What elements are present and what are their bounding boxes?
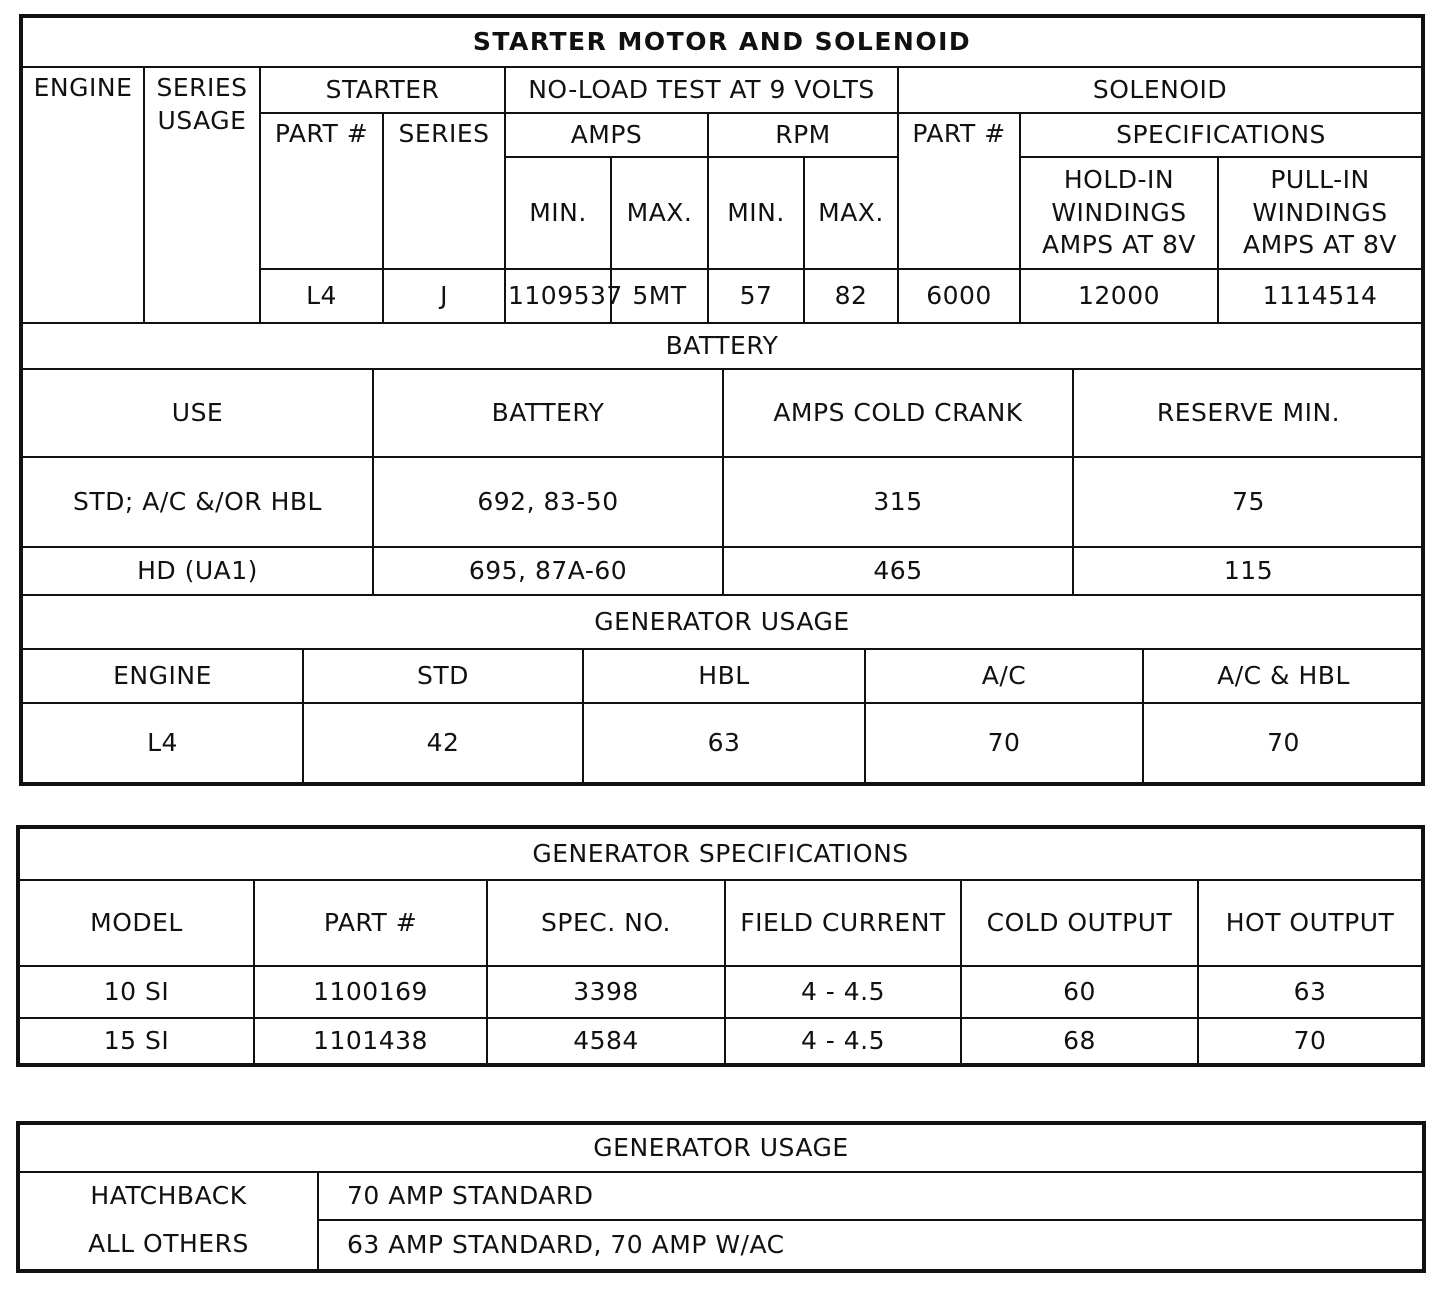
gen-ac-hbl: 70: [1143, 704, 1423, 782]
usage-value-all-others: 63 AMP STANDARD, 70 AMP W/AC: [318, 1220, 1423, 1270]
battery-row-1-cell: [22, 457, 1422, 547]
generator-usage-title: GENERATOR USAGE: [22, 595, 1422, 649]
gen-engine: L4: [23, 704, 303, 782]
header-amps-cold-crank: AMPS COLD CRANK: [723, 370, 1073, 456]
header-starter: STARTER: [260, 67, 505, 113]
table-row: [19, 1220, 1423, 1270]
cell-series-usage: J: [383, 269, 505, 323]
gen-std: 42: [303, 704, 583, 782]
generator-usage-header-table: [23, 650, 1423, 702]
header-rpm: RPM: [708, 113, 898, 157]
spec-field: 4 - 4.5: [725, 966, 961, 1018]
header-solenoid-part: PART #: [898, 113, 1020, 269]
header-starter-part: PART #: [260, 113, 383, 269]
header-starter-series: SERIES: [383, 113, 505, 269]
header-gen-hbl: HBL: [583, 650, 865, 702]
header-gen-ac: A/C: [865, 650, 1143, 702]
battery-row-2-cell: [22, 547, 1422, 595]
spec-hot: 63: [1198, 966, 1422, 1018]
battery-model: 692, 83-50: [373, 458, 723, 546]
header-reserve-min: RESERVE MIN.: [1073, 370, 1423, 456]
header-rpm-max: MAX.: [804, 157, 898, 269]
header-specifications: SPECIFICATIONS: [1020, 113, 1422, 157]
header-model: MODEL: [19, 880, 254, 966]
header-hold-in: HOLD-IN WINDINGS AMPS AT 8V: [1020, 157, 1218, 269]
spec-field: 4 - 4.5: [725, 1018, 961, 1064]
table-row: [23, 548, 1423, 594]
header-amps-min: MIN.: [505, 157, 611, 269]
header-amps: AMPS: [505, 113, 708, 157]
cell-engine: L4: [260, 269, 383, 323]
spec-cold: 60: [961, 966, 1198, 1018]
header-pull-in: PULL-IN WINDINGS AMPS AT 8V: [1218, 157, 1422, 269]
spec-hot: 70: [1198, 1018, 1422, 1064]
battery-section-title: BATTERY: [22, 323, 1422, 369]
battery-reserve: 115: [1073, 548, 1423, 594]
battery-model: 695, 87A-60: [373, 548, 723, 594]
header-hot-output: HOT OUTPUT: [1198, 880, 1422, 966]
header-field-current: FIELD CURRENT: [725, 880, 961, 966]
header-amps-max: MAX.: [611, 157, 708, 269]
generator-usage-2-title: GENERATOR USAGE: [19, 1124, 1423, 1172]
starter-section-title: STARTER MOTOR AND SOLENOID: [22, 17, 1422, 67]
table-row: [19, 1018, 1422, 1064]
header-cold-output: COLD OUTPUT: [961, 880, 1198, 966]
table-row: [23, 458, 1423, 546]
header-spec-no: SPEC. NO.: [487, 880, 725, 966]
usage-value-hatchback: 70 AMP STANDARD: [318, 1172, 1423, 1220]
header-engine: ENGINE: [22, 67, 144, 323]
spec-cold: 68: [961, 1018, 1198, 1064]
battery-header-table: [23, 370, 1423, 456]
starter-battery-generator-table: [21, 16, 1423, 784]
battery-use: STD; A/C &/OR HBL: [23, 458, 373, 546]
generator-usage-row-table: [23, 704, 1423, 782]
table-row: [23, 704, 1423, 782]
cell-solenoid-part: 1114514: [1218, 269, 1422, 323]
battery-amps: 465: [723, 548, 1073, 594]
usage-label-all-others: ALL OTHERS: [19, 1220, 318, 1270]
spec-no: 3398: [487, 966, 725, 1018]
header-battery: BATTERY: [373, 370, 723, 456]
spec-part: 1100169: [254, 966, 487, 1018]
cell-amps-min: 57: [708, 269, 804, 323]
cell-starter-part: 1109537: [505, 269, 611, 323]
cell-starter-series: 5MT: [611, 269, 708, 323]
header-solenoid: SOLENOID: [898, 67, 1422, 113]
battery-reserve: 75: [1073, 458, 1423, 546]
header-spec-part: PART #: [254, 880, 487, 966]
battery-row-1-table: [23, 458, 1423, 546]
spec-model: 15 SI: [19, 1018, 254, 1064]
usage-label-hatchback: HATCHBACK: [19, 1172, 318, 1220]
cell-rpm-max: 12000: [1020, 269, 1218, 323]
battery-table-cell: [22, 369, 1422, 457]
generator-specs-title: GENERATOR SPECIFICATIONS: [19, 828, 1422, 880]
generator-usage-body-table: [18, 1123, 1424, 1271]
cell-rpm-min: 6000: [898, 269, 1020, 323]
table-row: [19, 966, 1422, 1018]
gen-ac: 70: [865, 704, 1143, 782]
header-no-load-test: NO-LOAD TEST AT 9 VOLTS: [505, 67, 898, 113]
header-gen-std: STD: [303, 650, 583, 702]
generator-usage-header-cell: [22, 649, 1422, 703]
table-row: [19, 1172, 1423, 1220]
generator-specifications-table: [18, 827, 1423, 1065]
spec-model: 10 SI: [19, 966, 254, 1018]
battery-use: HD (UA1): [23, 548, 373, 594]
spec-no: 4584: [487, 1018, 725, 1064]
header-rpm-min: MIN.: [708, 157, 804, 269]
battery-amps: 315: [723, 458, 1073, 546]
header-series-usage: SERIES USAGE: [144, 67, 260, 323]
gen-hbl: 63: [583, 704, 865, 782]
header-use: USE: [23, 370, 373, 456]
cell-amps-max: 82: [804, 269, 898, 323]
header-gen-engine: ENGINE: [23, 650, 303, 702]
header-gen-ac-hbl: A/C & HBL: [1143, 650, 1423, 702]
battery-row-2-table: [23, 548, 1423, 594]
generator-usage-row-cell: [22, 703, 1422, 783]
spec-part: 1101438: [254, 1018, 487, 1064]
